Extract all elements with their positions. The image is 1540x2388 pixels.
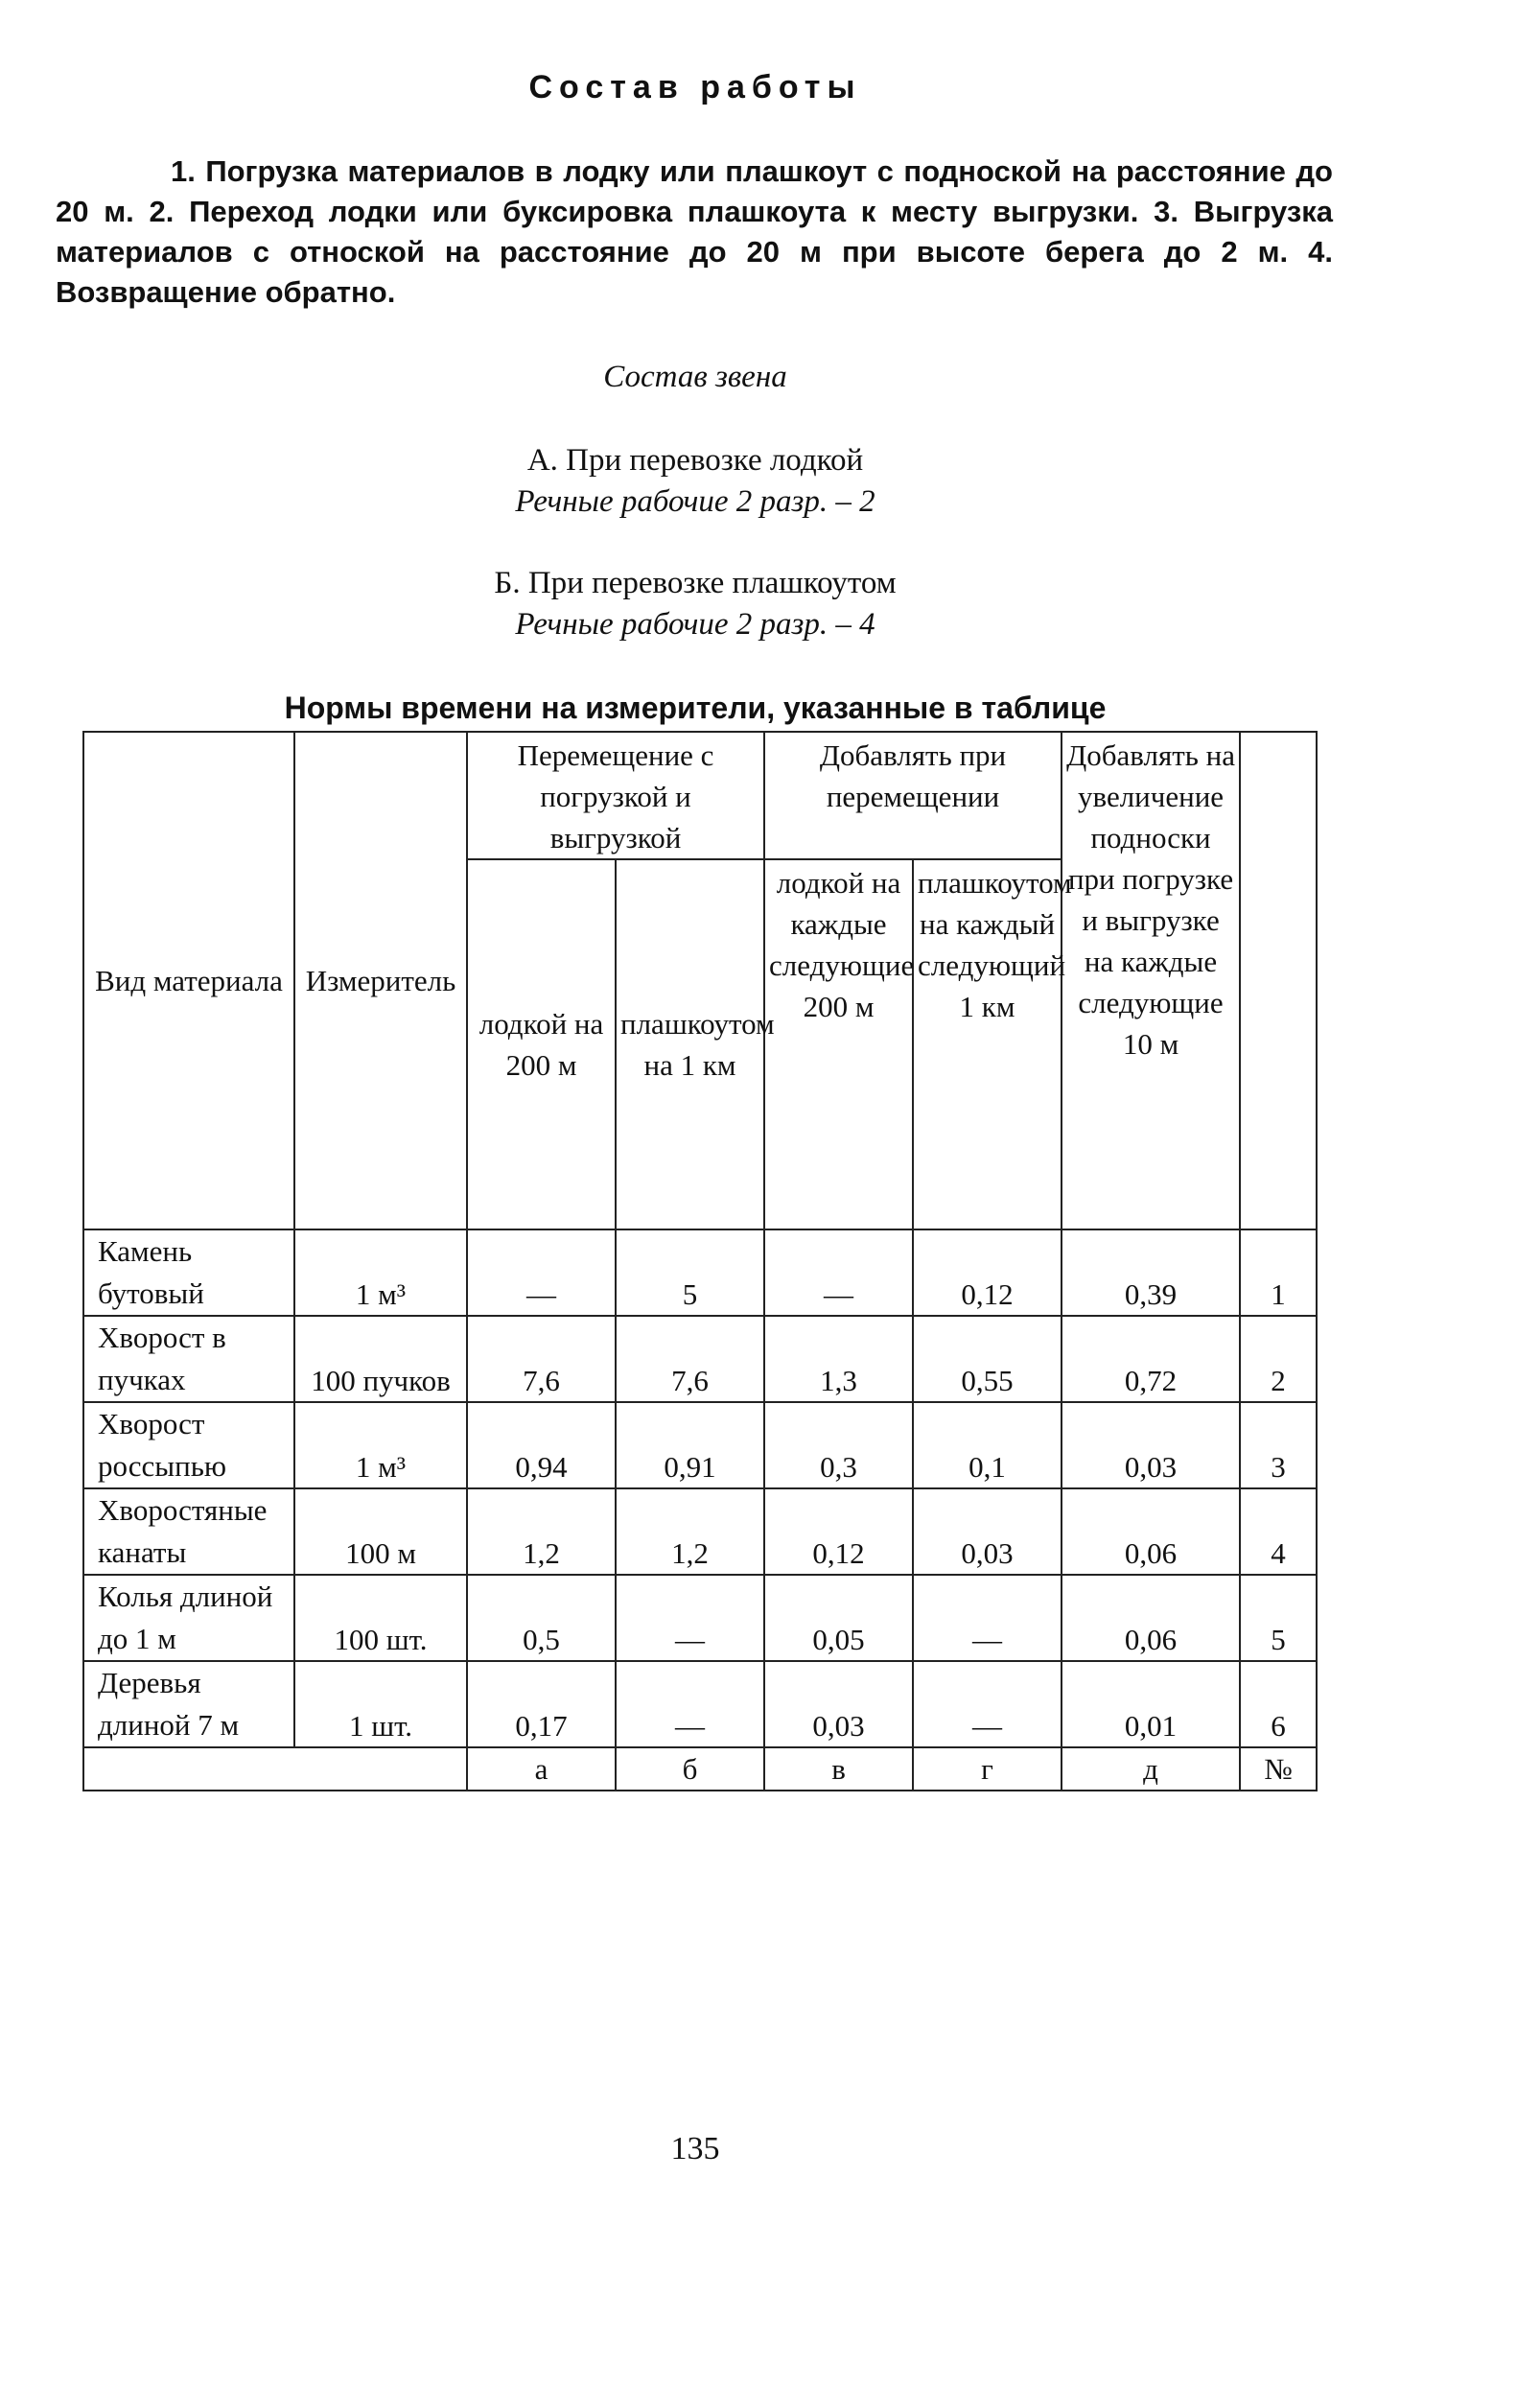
cell-b: — [616, 1661, 764, 1747]
cell-g: 0,55 [913, 1316, 1062, 1402]
header-barge-1km: плашкоутом на 1 км [616, 859, 764, 1229]
header-unit: Измеритель [294, 732, 467, 1229]
table-row [83, 1402, 1317, 1488]
cell-g: — [913, 1661, 1062, 1747]
cell-num: 6 [1240, 1661, 1317, 1747]
cell-g: 0,12 [913, 1229, 1062, 1316]
cell-d: 0,01 [1062, 1661, 1240, 1747]
cell-a: 1,2 [467, 1488, 616, 1575]
cell-b: 1,2 [616, 1488, 764, 1575]
table-row [83, 1229, 1317, 1316]
cell-material: Деревья длиной 7 м [83, 1661, 294, 1747]
cell-num: 4 [1240, 1488, 1317, 1575]
cell-g: — [913, 1575, 1062, 1661]
table-row [83, 1575, 1317, 1661]
header-move-group: Перемещение с погрузкой и выгрузкой [467, 732, 764, 859]
norms-table [82, 731, 1318, 1791]
cell-v: 1,3 [764, 1316, 913, 1402]
cell-a: — [467, 1229, 616, 1316]
crew-boat-title: А. При перевозке лодкой [526, 443, 864, 478]
column-letter: б [616, 1747, 764, 1791]
cell-unit: 100 шт. [294, 1575, 467, 1661]
table-row [83, 1316, 1317, 1402]
work-composition-text: 1. Погрузка материалов в лодку или плашкоут с подноской на расстояние до 20 м. 2. Переход лодки или буксировка плашкоута к месту выгрузки. 3. Выгрузка материалов с отноской на расстояние до 20 м при высоте берега до 2 м. 4. Возвращение обратно. [56, 154, 1333, 309]
cell-unit: 1 м³ [294, 1402, 467, 1488]
header-barge-next-1km: плашкоутом на каждый следующий 1 км [913, 859, 1062, 1229]
cell-g: 0,1 [913, 1402, 1062, 1488]
cell-a: 0,17 [467, 1661, 616, 1747]
cell-b: 5 [616, 1229, 764, 1316]
header-add-carry: Добавлять на увеличение подноски при погрузке и выгрузке на каждые следующие 10 м [1062, 732, 1240, 1229]
cell-num: 2 [1240, 1316, 1317, 1402]
page-title: Состав работы [528, 69, 862, 105]
crew-heading: Состав звена [603, 360, 787, 394]
page-number: 135 [670, 2131, 720, 2166]
cell-material: Хворостяные канаты [83, 1488, 294, 1575]
cell-material: Хворост в пучках [83, 1316, 294, 1402]
table-row [83, 1488, 1317, 1575]
column-letter: № [1240, 1747, 1317, 1791]
cell-unit: 100 м [294, 1488, 467, 1575]
cell-a: 0,5 [467, 1575, 616, 1661]
column-letter: г [913, 1747, 1062, 1791]
cell-g: 0,03 [913, 1488, 1062, 1575]
cell-unit: 1 м³ [294, 1229, 467, 1316]
cell-v: 0,3 [764, 1402, 913, 1488]
table-row [83, 1661, 1317, 1747]
header-material: Вид материала [83, 732, 294, 1229]
cell-b: — [616, 1575, 764, 1661]
cell-b: 7,6 [616, 1316, 764, 1402]
table-caption: Нормы времени на измерители, указанные в таблице [284, 691, 1107, 725]
cell-material: Хворост россыпью [83, 1402, 294, 1488]
crew-barge-workers: Речные рабочие 2 разр. – 4 [515, 607, 875, 642]
crew-boat-workers: Речные рабочие 2 разр. – 2 [515, 484, 875, 519]
header-boat-next-200: лодкой на каждые следующие 200 м [764, 859, 913, 1229]
cell-num: 3 [1240, 1402, 1317, 1488]
cell-a: 7,6 [467, 1316, 616, 1402]
header-boat-200: лодкой на 200 м [467, 859, 616, 1229]
crew-barge-title: Б. При перевозке плашкоутом [494, 566, 897, 600]
column-letter: а [467, 1747, 616, 1791]
letter-row-blank [83, 1747, 467, 1791]
cell-d: 0,03 [1062, 1402, 1240, 1488]
column-letter: д [1062, 1747, 1240, 1791]
cell-v: 0,05 [764, 1575, 913, 1661]
column-letter: в [764, 1747, 913, 1791]
cell-a: 0,94 [467, 1402, 616, 1488]
header-add-group: Добавлять при перемещении [764, 732, 1062, 859]
cell-d: 0,06 [1062, 1488, 1240, 1575]
cell-v: 0,12 [764, 1488, 913, 1575]
cell-material: Камень бутовый [83, 1229, 294, 1316]
column-letter-row [83, 1747, 1317, 1791]
cell-d: 0,06 [1062, 1575, 1240, 1661]
cell-unit: 100 пучков [294, 1316, 467, 1402]
cell-num: 5 [1240, 1575, 1317, 1661]
cell-b: 0,91 [616, 1402, 764, 1488]
cell-d: 0,72 [1062, 1316, 1240, 1402]
cell-num: 1 [1240, 1229, 1317, 1316]
cell-d: 0,39 [1062, 1229, 1240, 1316]
cell-unit: 1 шт. [294, 1661, 467, 1747]
header-number-blank [1240, 732, 1317, 1229]
cell-v: — [764, 1229, 913, 1316]
cell-material: Колья длиной до 1 м [83, 1575, 294, 1661]
cell-v: 0,03 [764, 1661, 913, 1747]
